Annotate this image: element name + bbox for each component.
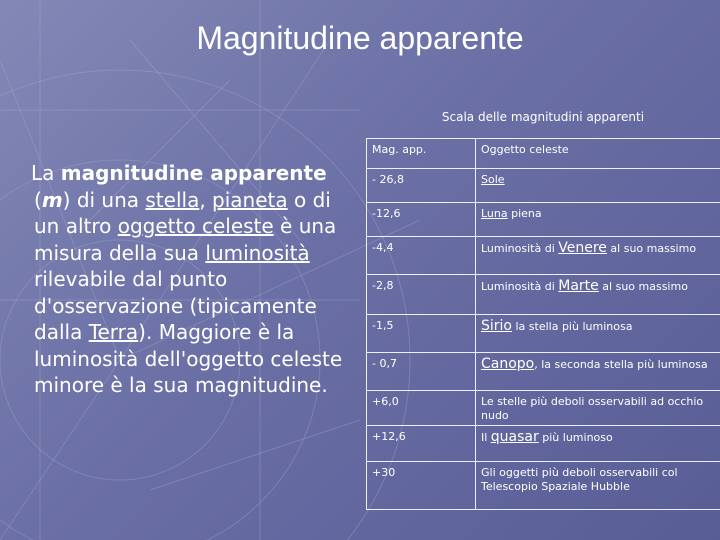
table-row	[367, 169, 720, 203]
magnitude-value: +30	[367, 462, 476, 510]
object-link[interactable]: Marte	[558, 278, 599, 294]
celestial-object	[476, 203, 720, 237]
link-stella[interactable]: stella	[145, 187, 200, 212]
magnitude-value: -12,6	[367, 203, 476, 237]
intro-text: è una misura della sua	[34, 214, 337, 265]
intro-paragraph	[31, 160, 359, 399]
table-row	[367, 275, 720, 315]
magnitude-value: +12,6	[367, 426, 476, 462]
intro-text: (	[34, 187, 42, 212]
table-row	[367, 426, 720, 462]
celestial-object	[476, 462, 720, 510]
intro-text: rilevabile dal punto d'osservazione (tipicamente dalla	[34, 267, 317, 344]
header-object: Oggetto celeste	[476, 139, 720, 169]
object-text: , la seconda stella più luminosa	[534, 358, 708, 371]
object-text: piena	[507, 207, 542, 220]
celestial-object	[476, 237, 720, 275]
link-terra[interactable]: Terra	[88, 320, 139, 344]
celestial-object	[476, 275, 720, 315]
object-text: Il	[481, 431, 491, 444]
table-row	[367, 462, 720, 510]
intro-text: o di un altro	[34, 187, 331, 238]
magnitude-value: +6,0	[367, 391, 476, 426]
link-oggetto-celeste[interactable]: oggetto celeste	[117, 214, 274, 238]
object-link[interactable]: quasar	[490, 429, 539, 445]
intro-text: ). Maggiore è la luminosità dell'oggetto celeste minore è la sua magnitudine.	[34, 320, 343, 397]
object-text: Luminosità di	[481, 280, 559, 293]
intro-text: ,	[199, 187, 213, 212]
table-row	[367, 203, 720, 237]
object-link[interactable]: Luna	[481, 207, 508, 220]
table-row	[367, 353, 720, 391]
header-mag: Mag. app.	[367, 139, 476, 169]
table-caption: Scala delle magnitudini apparenti	[441, 110, 645, 124]
magnitude-value: -4,4	[367, 237, 476, 275]
link-pianeta[interactable]: pianeta	[212, 187, 288, 212]
magnitude-value: - 0,7	[367, 353, 476, 391]
object-text: al suo massimo	[606, 242, 697, 255]
celestial-object	[476, 426, 720, 462]
object-link[interactable]: Sirio	[481, 318, 512, 334]
table-row	[367, 391, 720, 426]
link-luminosita[interactable]: luminosità	[205, 240, 310, 265]
celestial-object	[476, 315, 720, 353]
celestial-object	[476, 353, 720, 391]
table-row	[367, 237, 720, 275]
magnitude-value: -1,5	[367, 315, 476, 353]
object-text: più luminoso	[538, 431, 613, 444]
celestial-object	[476, 391, 720, 426]
intro-text: ) di una	[62, 187, 146, 212]
object-text: Luminosità di	[481, 242, 559, 255]
magnitude-value: - 26,8	[367, 169, 476, 203]
table-row	[367, 315, 720, 353]
celestial-object	[476, 169, 720, 203]
intro-text: La	[31, 161, 61, 185]
object-link[interactable]: Venere	[558, 240, 607, 256]
magnitude-table	[366, 138, 720, 510]
object-link[interactable]: Canopo	[481, 356, 535, 372]
magnitude-value: -2,8	[367, 275, 476, 315]
object-link[interactable]: Sole	[481, 173, 505, 186]
object-text: al suo massimo	[598, 280, 688, 293]
object-text: la stella più luminosa	[512, 320, 633, 333]
intro-term: magnitudine apparente	[60, 161, 327, 185]
slide-title: Magnitudine apparente	[196, 20, 524, 56]
magnitude-symbol: m	[41, 187, 63, 212]
object-text: Gli oggetti più deboli osservabili col Telescopio Spaziale Hubble	[481, 466, 678, 493]
object-text: Le stelle più deboli osservabili ad occhio nudo	[481, 395, 704, 422]
table-header-row	[367, 139, 720, 169]
